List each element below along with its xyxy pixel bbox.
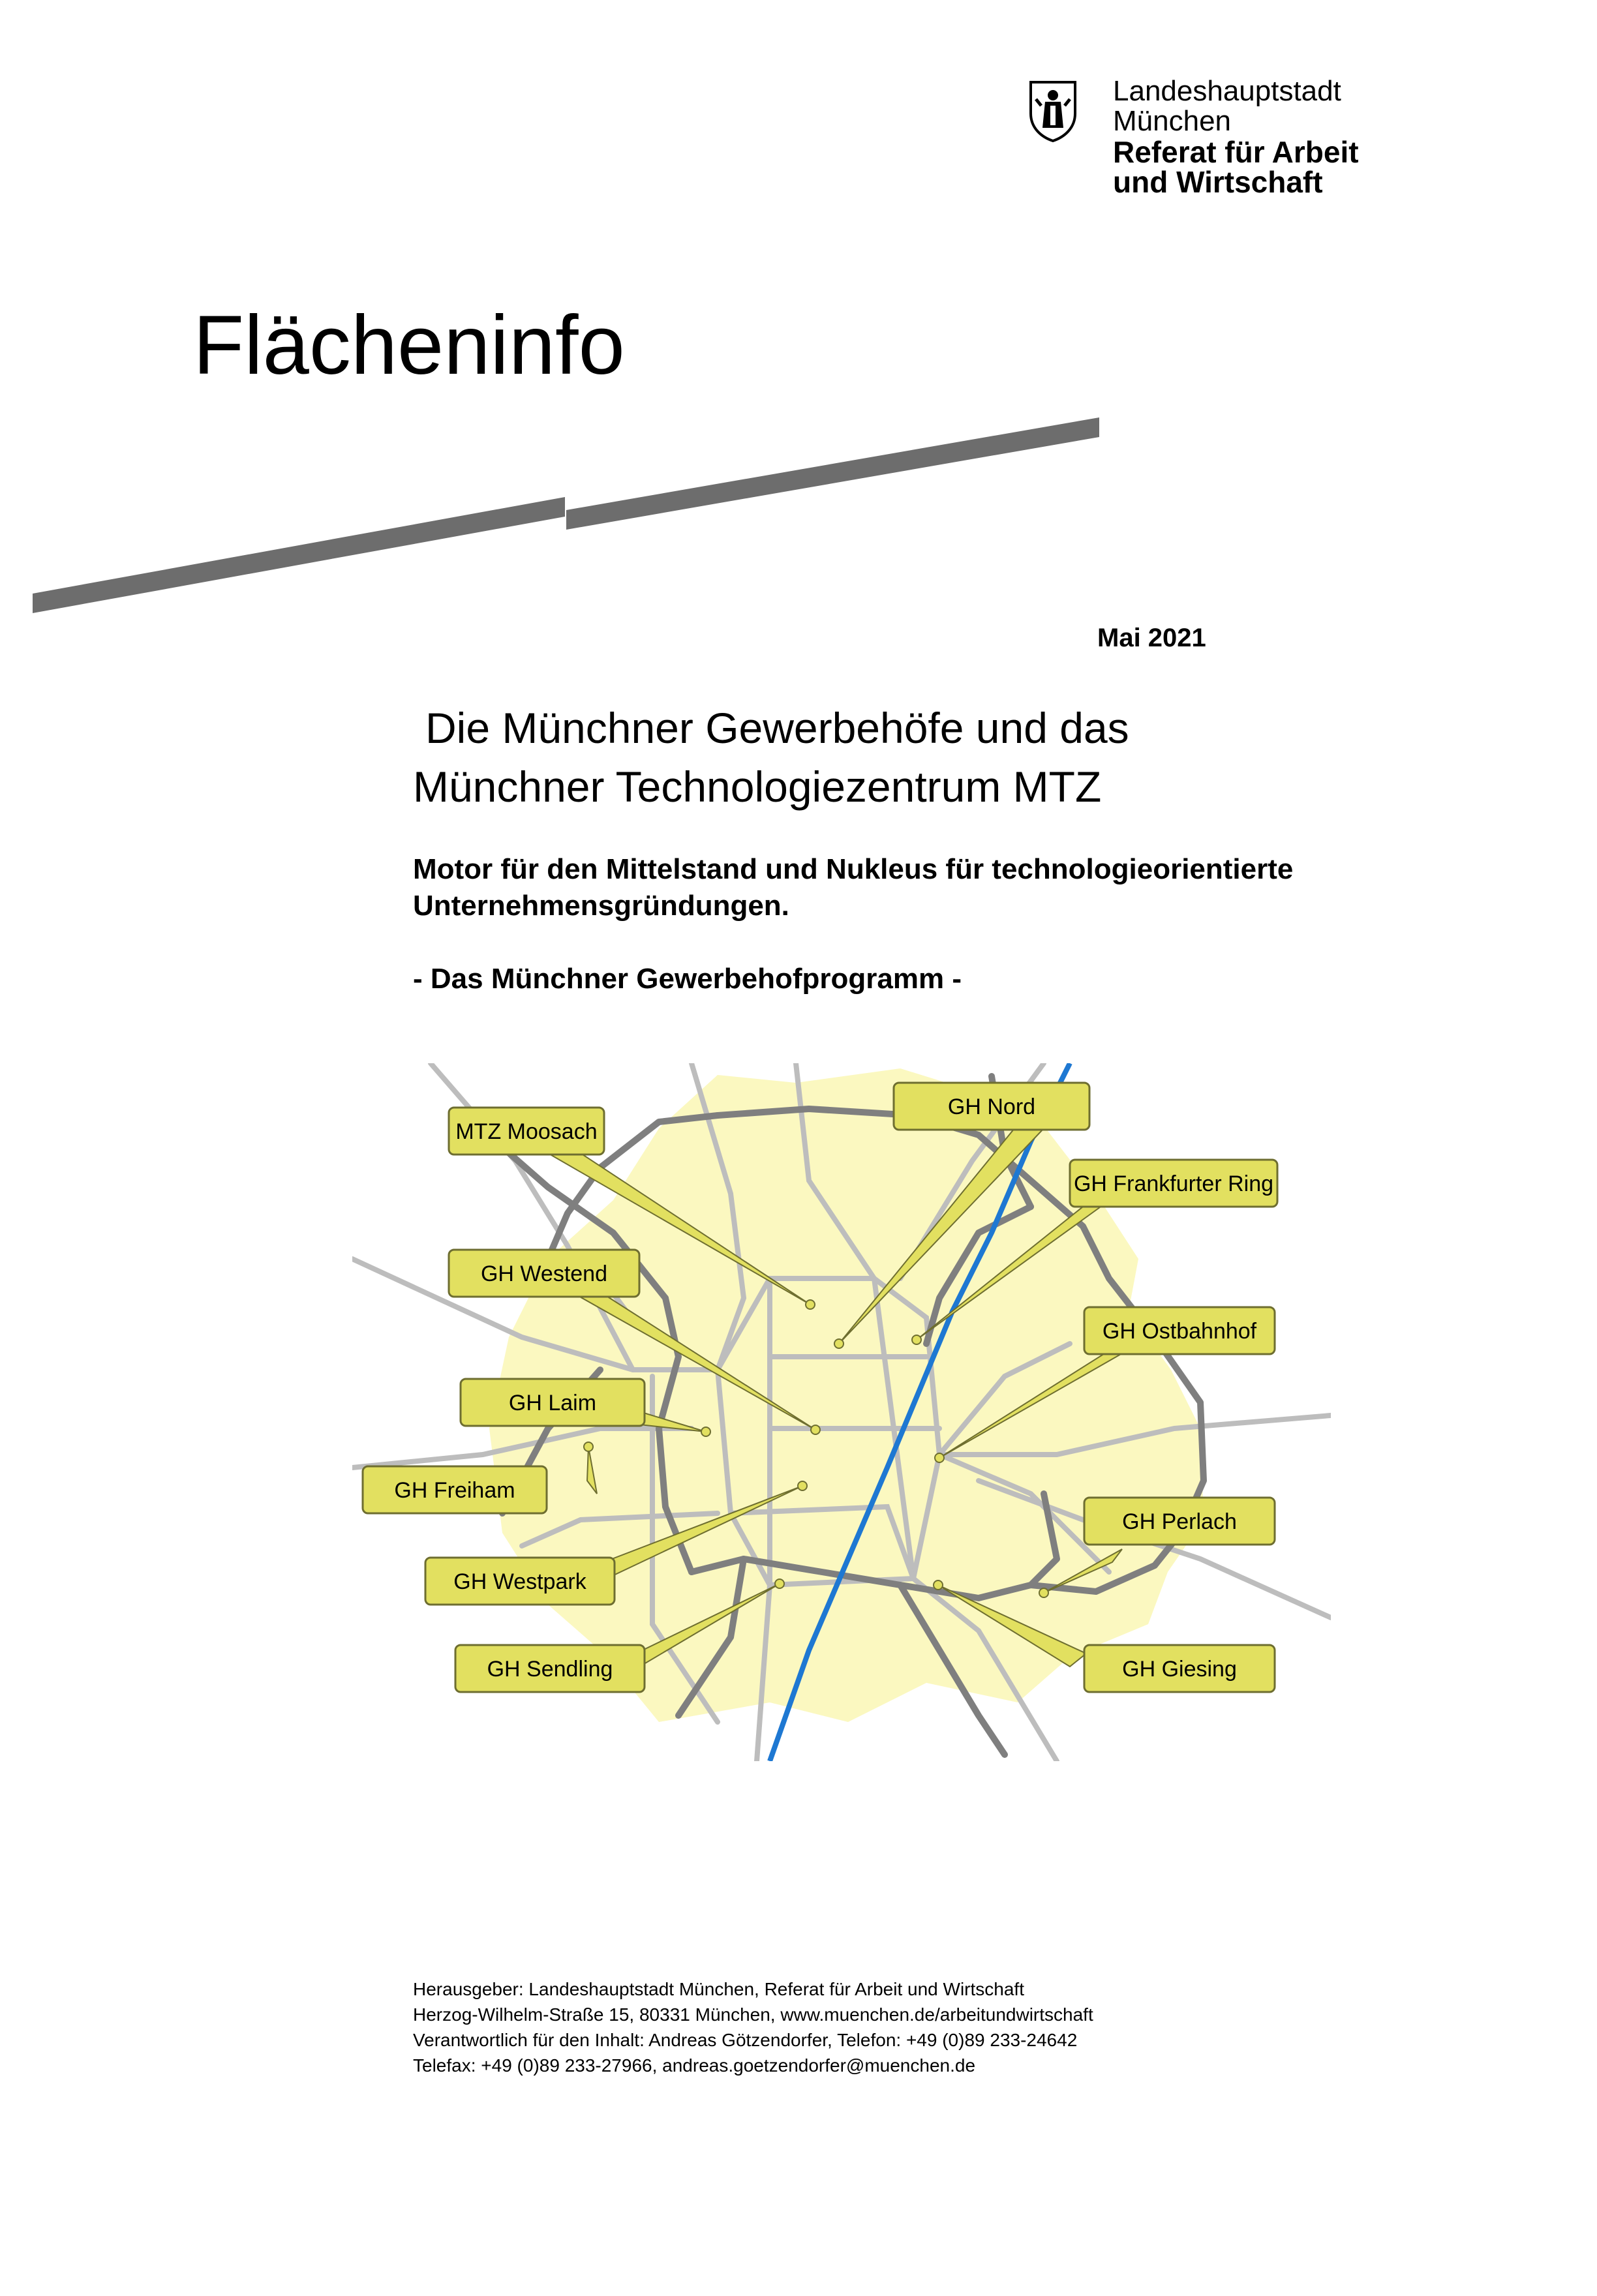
footer-publisher: Herausgeber: Landeshauptstadt München, Referat für Arbeit und Wirtschaft (413, 1979, 1024, 1999)
department-line2: und Wirtschaft (1113, 165, 1323, 199)
subtitle-line2: Unternehmensgründungen. (413, 890, 789, 922)
map-label-gh-ostbahnhof: GH Ostbahnhof (1102, 1319, 1257, 1344)
map-label-gh-sendling: GH Sendling (487, 1657, 613, 1682)
org-name-line2: München (1113, 105, 1232, 137)
map-label-gh-freiham: GH Freiham (394, 1478, 515, 1503)
map-label-gh-giesing: GH Giesing (1122, 1657, 1237, 1682)
department-line1: Referat für Arbeit (1113, 135, 1359, 169)
footer-contact: Telefax: +49 (0)89 233-27966, andreas.goetzendorfer@muenchen.de (413, 2055, 976, 2076)
map-label-gh-westend: GH Westend (480, 1261, 608, 1286)
map-label-gh-nord: GH Nord (947, 1095, 1036, 1119)
munich-crest-icon (1027, 80, 1079, 142)
map-label-gh-frankfurter-ring: GH Frankfurter Ring (1073, 1171, 1274, 1196)
org-name-line1: Landeshauptstadt (1113, 75, 1341, 107)
footer-responsible: Verantwortlich für den Inhalt: Andreas Götzendorfer, Telefon: +49 (0)89 233-24642 (413, 2030, 1078, 2050)
document-type-title: Flächeninfo (193, 299, 625, 392)
map-label-gh-westpark: GH Westpark (453, 1569, 586, 1594)
map-label-gh-laim: GH Laim (508, 1391, 597, 1415)
publication-date: Mai 2021 (1097, 624, 1206, 652)
program-name: - Das Münchner Gewerbehofprogramm - (413, 963, 962, 995)
map-label-mtz-moosach: MTZ Moosach (455, 1119, 598, 1144)
main-title-line1: Die Münchner Gewerbehöfe und das (425, 704, 1129, 752)
map-label-gh-perlach: GH Perlach (1122, 1509, 1237, 1534)
main-title-line2: Münchner Technologiezentrum MTZ (413, 763, 1102, 811)
munich-location-map (352, 1063, 1331, 1761)
footer-address: Herzog-Wilhelm-Straße 15, 80331 München, www.muenchen.de/arbeitundwirtschaft (413, 2004, 1093, 2025)
decorative-stripes (0, 391, 1122, 626)
subtitle-line1: Motor für den Mittelstand und Nukleus für technologieorientierte (413, 853, 1294, 885)
